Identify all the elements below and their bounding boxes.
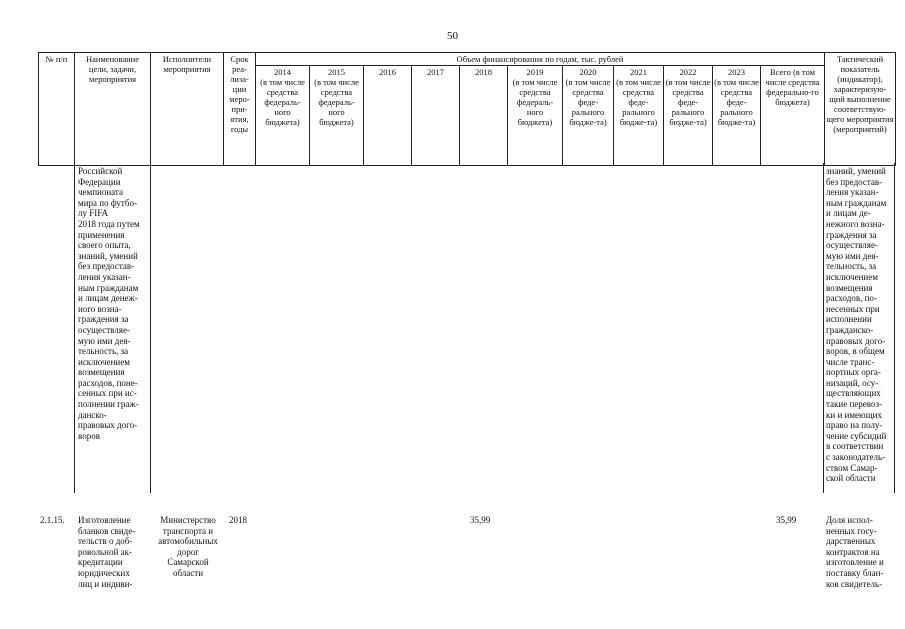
header-year-2017 [412,66,460,166]
year-note: (в том числе средства федераль-ного бюджета) [260,77,305,127]
year-label: 2020 [579,67,597,77]
header-year-2020 [563,66,614,166]
header-year-2019 [508,66,563,166]
header-year-2023 [713,66,761,166]
year-label: 2016 [379,67,396,77]
column-divider [150,163,151,493]
year-label: 2015 [328,67,345,77]
header-year-2014 [256,66,310,166]
row1-indicator: знаний, умений без предостав- ления указан- ным гражданам и лицам де- нежного возна- граждения за осуществляе- мую ими дея- тельность, за исключением возмещения расходов, по- несенных при исполнении гражданско- правовых дого- воров, в общем числе транс- портных орга- низаций, осу- ществляющих такие перевоз- ки и имеющих право на полу- чение субсидий в соответствии с законодатель- ством Самар- ской области [826,166,887,484]
year-note: (в том числе средства феде-рального бюдже-та) [616,77,661,127]
header-total: Всего (в том числе средства федерально-го бюджета) [761,66,825,166]
year-note: (в том числе средства федераль-ного бюджета) [314,77,359,127]
row2-num: 2.1.15. [40,515,65,525]
header-year-2016 [364,66,412,166]
year-label: 2014 [274,67,291,77]
row2-value-2018: 35,99 [470,515,491,525]
column-divider [894,163,895,493]
header-funding-title: Объем финансирования по годам, тыс. рублей [256,53,825,66]
year-note: (в том числе средства феде-рального бюдже-та) [665,77,711,127]
year-label: 2022 [679,67,697,77]
row2-name: Изготовление бланков свиде- тельств о доб- ровольной ак- кредитации юридических лиц и индиви- [78,515,136,589]
header-year-2022 [664,66,713,166]
year-label: 2017 [427,67,444,77]
header-num: № п/п [39,53,75,166]
header-year-2018 [460,66,508,166]
funding-table-header [38,52,896,166]
header-year-2015 [310,66,364,166]
row2-total: 35,99 [776,515,797,525]
page-number: 50 [447,30,458,42]
column-divider [74,163,75,493]
column-divider [823,163,824,493]
header-indicator: Тактический показатель (индикатор), характеризую-щий выполнение соответствую-щего мероприятия (мероприятий) [825,53,896,166]
year-note: (в том числе средства федераль-ного бюджета) [512,77,558,127]
year-label: 2023 [728,67,745,77]
header-year-2021 [614,66,664,166]
year-label: 2021 [630,67,647,77]
row2-term: 2018 [229,515,247,525]
header-term: Срок реа-лиза-ции меро-при-ятия, годы [224,53,256,166]
header-executors: Исполнители мероприятия [151,53,224,166]
row1-name: Российской Федерации чемпионата мира по футбо- лу FIFA 2018 года путем применения своего опыта, знаний, умений без предостав- ления указан- ным гражданам и лицам денеж- ного возна- граждения за осуществляе- мую ими дея- тельность, за исключением возмещения расходов, поне- сенных при ис- полнении граж- данско- правовых дого- воров [78,166,140,441]
year-note: (в том числе средства феде-рального бюдже-та) [714,77,759,127]
row2-indicator: Доля испол- ненных госу- дарственных контрактов на изготовление и поставку блан- ков свидетель- [826,515,884,589]
year-note: (в том числе средства феде-рального бюдже-та) [565,77,611,127]
year-label: 2019 [526,67,544,77]
year-label: 2018 [475,67,492,77]
header-name: Наименование цели, задачи, мероприятия [75,53,151,166]
row2-executor: Министерство транспорта и автомобильных дорог Самарской области [158,515,218,578]
